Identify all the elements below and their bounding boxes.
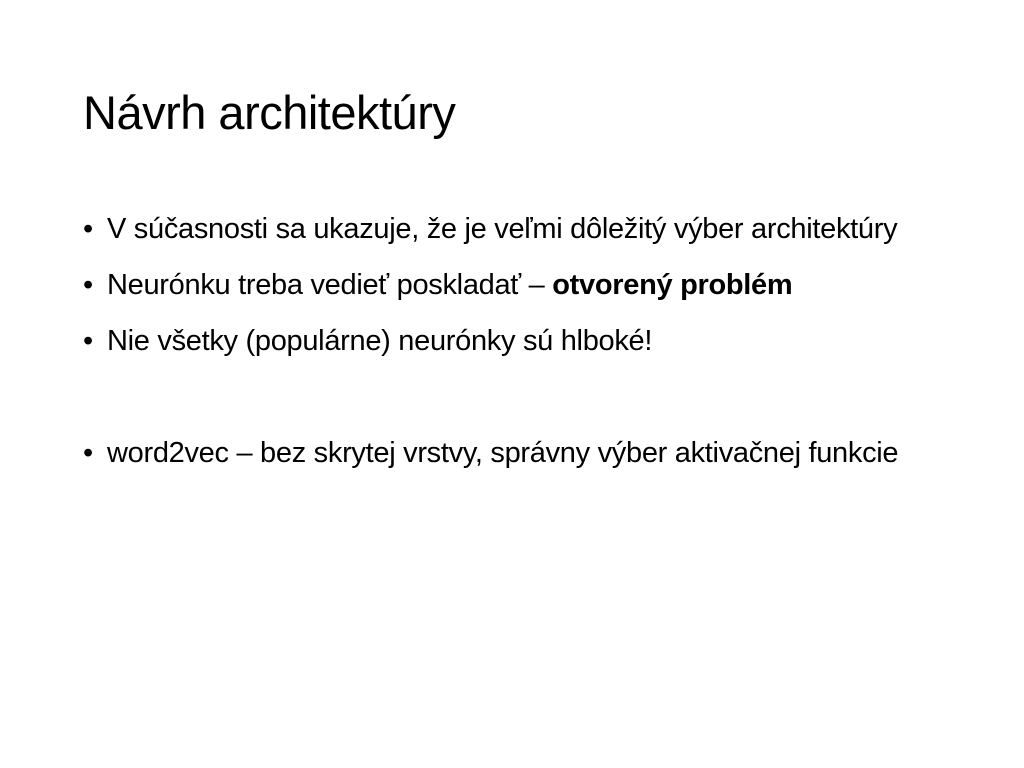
slide-title: Návrh architektúry: [83, 86, 456, 139]
bullet-text: V súčasnosti sa ukazuje, že je veľmi dôležitý výber architektúry: [107, 213, 898, 245]
bullet-text: Nie všetky (populárne) neurónky sú hlboké!: [107, 325, 653, 357]
bullet-emphasis: otvorený problém: [552, 269, 793, 301]
bullet-item-open-problem: [83, 263, 943, 307]
bullet-text: word2vec – bez skrytej vrstvy, správny výber aktivačnej funkcie: [107, 437, 899, 469]
bullet-text: Neurónku treba vedieť poskladať –: [107, 269, 553, 301]
bullet-icon: •: [83, 269, 93, 301]
bullet-icon: •: [83, 437, 93, 469]
bullet-item-word2vec: [83, 431, 943, 475]
bullet-item-not-all-deep: [83, 319, 943, 363]
bullet-item-architecture-choice: [83, 207, 943, 251]
bullet-list: [83, 207, 943, 487]
bullet-icon: •: [83, 213, 93, 245]
bullet-icon: •: [83, 325, 93, 357]
